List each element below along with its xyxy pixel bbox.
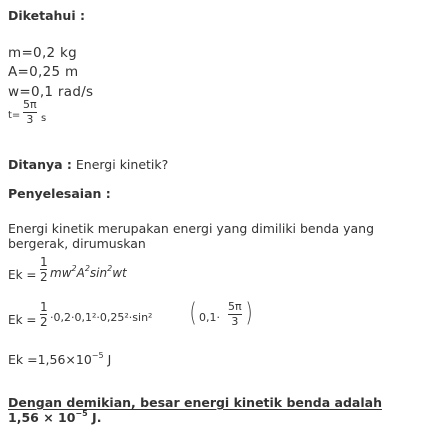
time-numerator: 5π [23,98,37,111]
formula2-lhs: Ek = [8,313,37,327]
amplitude-value: A=0,25 m [8,64,79,80]
formula2-right-paren: ) [245,298,253,328]
formula2-inner-numerator: 5π [228,300,242,313]
asked-line [8,157,168,172]
formula2-inner-fraction [228,301,242,328]
formula1-denominator: 2 [40,270,48,284]
time-unit: s [41,113,47,124]
time-denominator: 3 [26,113,34,126]
known-heading: Diketahui : [8,8,85,23]
asked-text: Energi kinetik? [71,157,169,172]
formula2-numerator: 1 [40,300,48,314]
mass-value: m=0,2 kg [8,45,78,61]
formula2-denominator: 2 [40,315,48,329]
formula2-body: ·0,2·0,1²·0,25²·sin² [50,311,153,324]
asked-label: Ditanya : [8,157,72,172]
formula1-lhs: Ek = [8,268,37,282]
formula2-inner: 0,1· [199,311,220,324]
solution-paragraph-line2: bergerak, dirumuskan [8,236,146,251]
time-fraction [23,99,37,126]
omega-value: w=0,1 rad/s [8,84,94,100]
conclusion-line1: Dengan demikian, besar energi kinetik benda adalah [8,395,382,410]
solution-heading: Penyelesaian : [8,186,111,201]
formula1-rhs: $mw^2A^2\sin^2wt$ [50,264,127,280]
formula1-fraction [40,256,48,283]
conclusion-line2: $1,56 \times 10^{-5}$ J. [8,409,102,425]
formula2-fraction [40,301,48,328]
time-prefix: t= [8,110,21,121]
solution-paragraph-line1: Energi kinetik merupakan energi yang dimiliki benda yang [8,221,375,236]
formula2-left-paren: ( [189,298,197,328]
result-line: $Ek =1,56\times 10^{-5}$ J [8,351,112,367]
formula1-numerator: 1 [40,255,48,269]
formula2-inner-denominator: 3 [231,315,239,328]
